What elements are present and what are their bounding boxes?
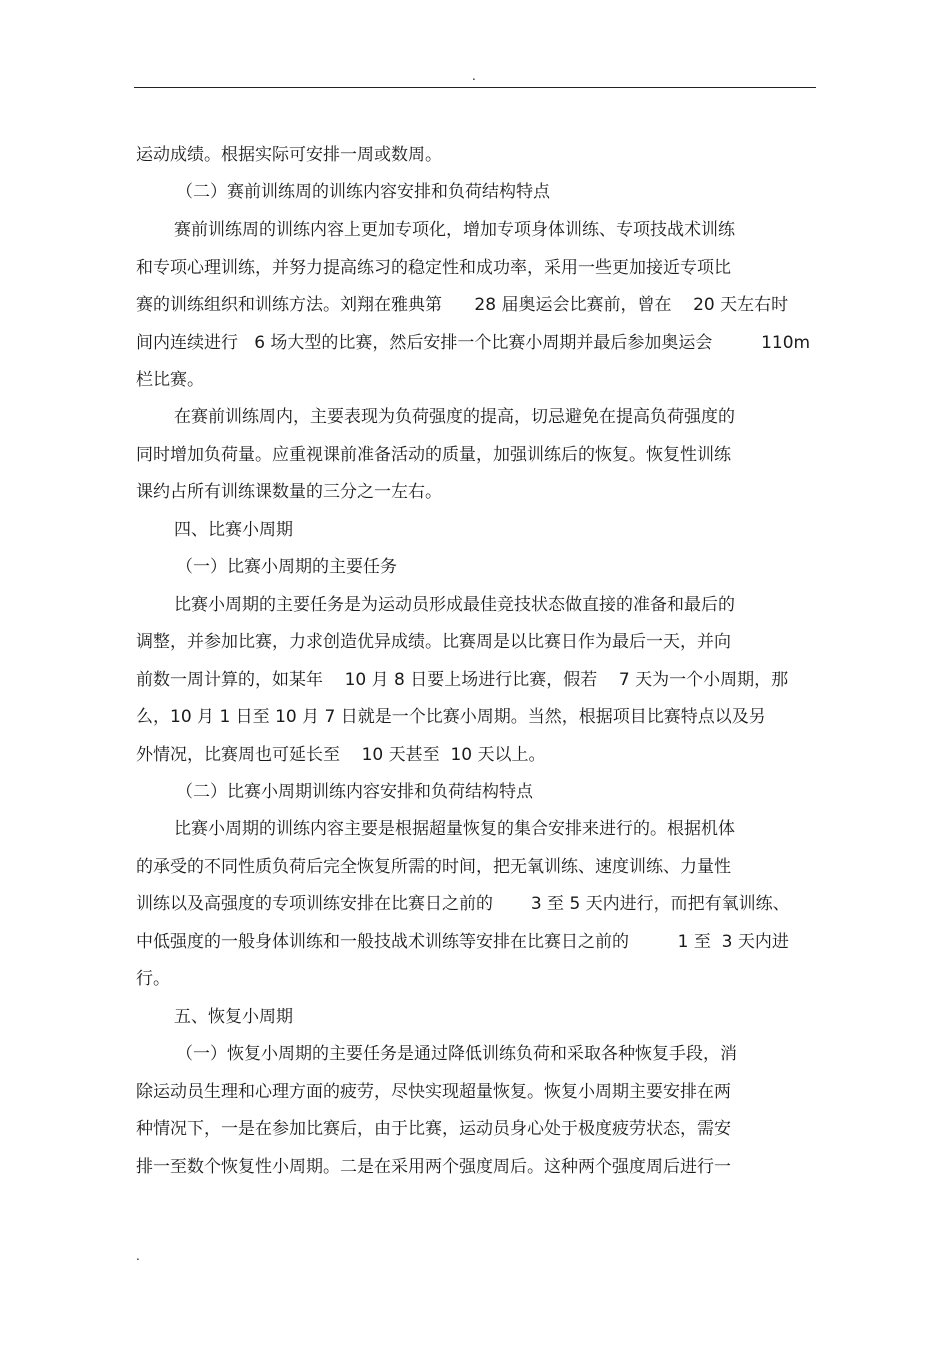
header-rule xyxy=(134,87,816,88)
text-line: 比赛小周期的主要任务是为运动员形成最佳竞技状态做直接的准备和最后的 xyxy=(174,595,735,615)
text-line: 赛的训练组织和训练方法。刘翔在雅典第 28 届奥运会比赛前，曾在 20 天左右时 xyxy=(136,295,789,315)
text-line: 外情况，比赛周也可延长至 10 天甚至 10 天以上。 xyxy=(136,745,546,765)
text-line: 在赛前训练周内，主要表现为负荷强度的提高，切忌避免在提高负荷强度的 xyxy=(174,407,735,427)
section-heading: （二）赛前训练周的训练内容安排和负荷结构特点 xyxy=(176,182,550,202)
section-heading: 五、恢复小周期 xyxy=(174,1007,293,1027)
text-line: 的承受的不同性质负荷后完全恢复所需的时间，把无氧训练、速度训练、力量性 xyxy=(136,857,731,877)
text-line: 排一至数个恢复性小周期。二是在采用两个强度周后。这种两个强度周后进行一 xyxy=(136,1157,731,1177)
text-line: 调整，并参加比赛，力求创造优异成绩。比赛周是以比赛日作为最后一天，并向 xyxy=(136,632,731,652)
text-line: 除运动员生理和心理方面的疲劳，尽快实现超量恢复。恢复小周期主要安排在两 xyxy=(136,1082,731,1102)
text-line: 比赛小周期的训练内容主要是根据超量恢复的集合安排来进行的。根据机体 xyxy=(174,819,735,839)
text-line: 中低强度的一般身体训练和一般技战术训练等安排在比赛日之前的 1 至 3 天内进 xyxy=(136,932,789,952)
text-line: 种情况下，一是在参加比赛后，由于比赛，运动员身心处于极度疲劳状态，需安 xyxy=(136,1119,731,1139)
text-line: 赛前训练周的训练内容上更加专项化，增加专项身体训练、专项技战术训练 xyxy=(174,220,735,240)
section-heading: （二）比赛小周期训练内容安排和负荷结构特点 xyxy=(176,782,533,802)
text-line: 同时增加负荷量。应重视课前准备活动的质量，加强训练后的恢复。恢复性训练 xyxy=(136,445,731,465)
header-dot: . xyxy=(472,69,476,83)
text-line: 课约占所有训练课数量的三分之一左右。 xyxy=(136,482,442,502)
footer-dot: . xyxy=(136,1249,140,1263)
text-line: 前数一周计算的，如某年 10 月 8 日要上场进行比赛，假若 7 天为一个小周期，那 xyxy=(136,670,789,690)
text-line: 训练以及高强度的专项训练安排在比赛日之前的 3 至 5 天内进行，而把有氧训练、 xyxy=(136,894,790,914)
text-line: （一）恢复小周期的主要任务是通过降低训练负荷和采取各种恢复手段，消 xyxy=(176,1044,737,1064)
section-heading: （一）比赛小周期的主要任务 xyxy=(176,557,397,577)
text-line: 运动成绩。根据实际可安排一周或数周。 xyxy=(136,145,442,165)
text-line: 和专项心理训练，并努力提高练习的稳定性和成功率，采用一些更加接近专项比 xyxy=(136,258,731,278)
text-line: 么，10 月 1 日至 10 月 7 日就是一个比赛小周期。当然，根据项目比赛特点以及另 xyxy=(136,707,766,727)
section-heading: 四、比赛小周期 xyxy=(174,520,293,540)
text-line: 行。 xyxy=(136,969,170,989)
text-line: 间内连续进行 6 场大型的比赛，然后安排一个比赛小周期并最后参加奥运会 110m xyxy=(136,333,811,353)
text-line: 栏比赛。 xyxy=(136,370,204,390)
